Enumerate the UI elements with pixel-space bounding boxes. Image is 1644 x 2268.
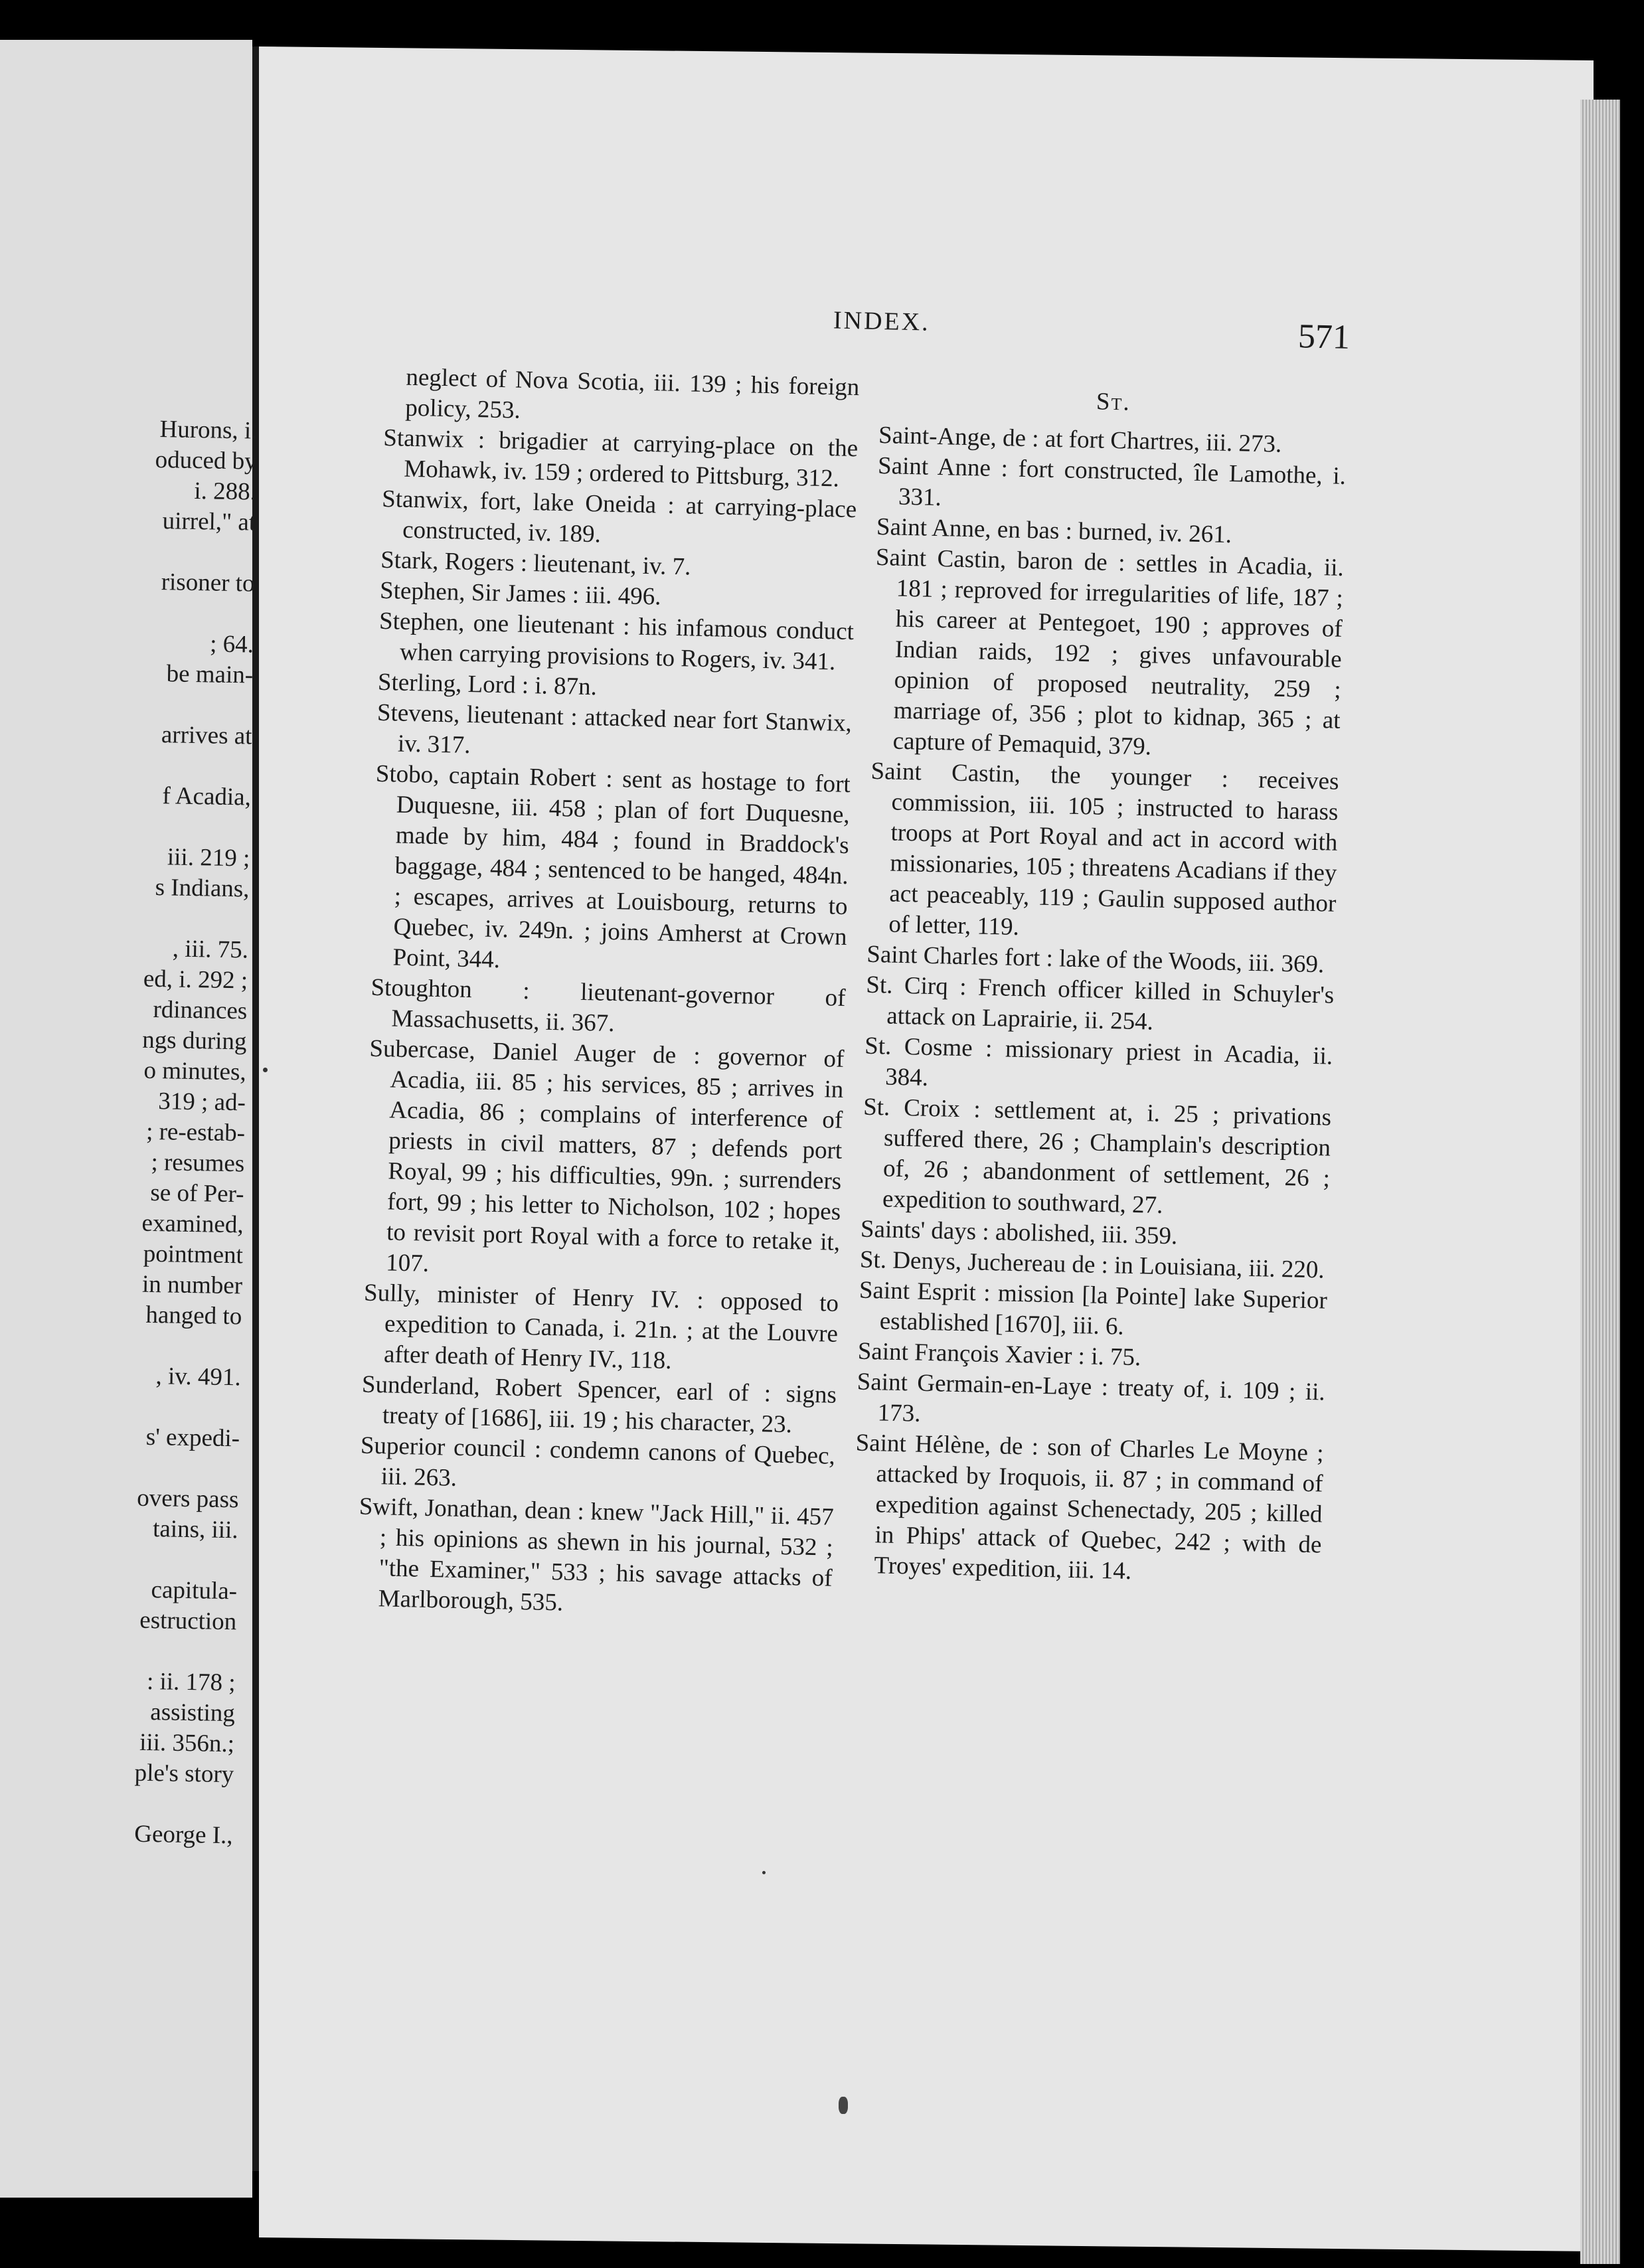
index-entry: Superior council : condemn canons of Quebec, iii. 263. bbox=[360, 1431, 836, 1492]
left-fragment-line: ; re-estab- bbox=[145, 1117, 246, 1147]
left-fragment-line: ed, i. 292 ; bbox=[143, 965, 248, 995]
index-entry: Saint Esprit : mission [la Pointe] lake Superior established [1670], iii. 6. bbox=[859, 1276, 1328, 1340]
left-fragment-line: uirrel," at bbox=[162, 507, 256, 536]
left-fragment-line: ngs during bbox=[141, 1026, 247, 1056]
left-fragment-line: rdinances bbox=[153, 996, 248, 1025]
left-page-text-fragment bbox=[0, 412, 258, 1851]
left-fragment-line: Hurons, i. bbox=[159, 416, 258, 445]
index-entry: Stobo, captain Robert : sent as hostage to fort Duquesne, iii. 458 ; plan of fort Duquesne, made by him, 484 ; found in Braddock's baggage, 484 ; sentenced to be hanged, 484n. ; escapes, arrives at Louisbourg, returns to Quebec, iv. 249n. ; joins Amherst at Crown Point, 344. bbox=[375, 760, 851, 974]
left-fragment-line bbox=[0, 687, 253, 722]
left-fragment-line: capitula- bbox=[151, 1576, 238, 1605]
index-entry: St. Cirq : French officer killed in Schuyler's attack on Laprairie, ii. 254. bbox=[865, 971, 1335, 1036]
page-number: 571 bbox=[1297, 317, 1351, 357]
left-fragment-line: George I., bbox=[133, 1820, 233, 1850]
index-entry: Stanwix, fort, lake Oneida : at carrying-place constructed, iv. 189. bbox=[381, 485, 857, 548]
left-fragment-line bbox=[0, 900, 249, 935]
left-fragment-line: se of Per- bbox=[150, 1178, 244, 1208]
index-entry: Stevens, lieutenant : attacked near fort Stanwix, iv. 317. bbox=[376, 698, 853, 760]
left-fragment-line: s Indians, bbox=[155, 874, 250, 903]
left-fragment-line bbox=[0, 1450, 240, 1485]
index-entry: neglect of Nova Scotia, iii. 139 ; his foreign policy, 253. bbox=[404, 363, 860, 424]
specks bbox=[762, 1871, 766, 1874]
left-fragment-line: overs pass bbox=[136, 1484, 239, 1514]
index-entry: Subercase, Daniel Auger de : governor of Acadia, iii. 85 ; his services, 85 ; arrives in Acadia, 86 ; complains of interference of priests in civil matters, 87 ; defends port Royal, 99 ; his difficulties, 99n. ; surrenders fort, 99 ; his letter to Nicholson, 102 ; hopes to revisit port Royal with a force to retake it, 107. bbox=[369, 1034, 845, 1277]
index-entry: Saint François Xavier : i. 75. bbox=[857, 1337, 1141, 1372]
index-column-middle bbox=[357, 362, 860, 1625]
left-fragment-line: f Acadia, bbox=[162, 782, 252, 811]
left-fragment-line: , iv. 491. bbox=[155, 1362, 242, 1392]
index-entry: Sunderland, Robert Spencer, earl of : signs treaty of [1686], iii. 19 ; his character, 23. bbox=[361, 1370, 837, 1439]
index-entry: Saint Castin, baron de : settles in Acadia, ii. 181 ; reproved for irregularities of life, 187 ; his career at Pentegoet, 190 ; approves of Indian raids, 192 ; gives unfavourable opinion of proposed neutrality, 259 ; marriage of, 356 ; plot to kidnap, 365 ; at capture of Pemaquid, 379. bbox=[875, 543, 1345, 761]
left-fragment-line bbox=[0, 1542, 238, 1577]
left-fragment-line: oduced by bbox=[155, 446, 258, 475]
left-fragment-line: in number bbox=[141, 1270, 243, 1300]
index-entry: Saint Anne, en bas : burned, iv. 261. bbox=[876, 513, 1232, 549]
left-fragment-line: risoner to bbox=[161, 568, 255, 598]
left-fragment-line bbox=[0, 1328, 242, 1363]
index-entries-st bbox=[853, 420, 1347, 1591]
left-fragment-line: ; 64. bbox=[209, 630, 254, 659]
left-fragment-line: : ii. 178 ; bbox=[146, 1668, 236, 1697]
left-fragment-line bbox=[0, 1633, 236, 1668]
index-entry: Saint Charles fort : lake of the Woods, iii. 369. bbox=[866, 940, 1325, 979]
index-entry: Swift, Jonathan, dean : knew "Jack Hill," ii. 457 ; his opinions as shewn in his journal, 532 ; "the Examiner," 533 ; his savage attacks of Marlborough, 535. bbox=[359, 1493, 835, 1617]
specks bbox=[263, 1068, 268, 1072]
left-fragment-line: , iii. 75. bbox=[172, 935, 249, 964]
index-entry: Stark, Rogers : lieutenant, iv. 7. bbox=[380, 546, 691, 581]
index-entry: Saint Germain-en-Laye : treaty of, i. 109 ; ii. 173. bbox=[857, 1368, 1326, 1427]
index-entry: St. Denys, Juchereau de : in Louisiana, iii. 220. bbox=[859, 1246, 1325, 1284]
specks bbox=[839, 2097, 848, 2114]
index-entry: St. Croix : settlement at, i. 25 ; privations suffered there, 26 ; Champlain's description of, 26 ; abandonment of settlement, 26 ; expedition to southward, 27. bbox=[863, 1093, 1332, 1219]
index-entry: Sully, minister of Henry IV. : opposed to expedition to Canada, i. 21n. ; at the Louvre after death of Henry IV., 118. bbox=[363, 1279, 839, 1375]
left-fragment-line: assisting bbox=[150, 1698, 236, 1728]
index-entry: Stanwix : brigadier at carrying-place on the Mohawk, iv. 159 ; ordered to Pittsburg, 312. bbox=[382, 424, 859, 493]
left-fragment-line: be main- bbox=[166, 660, 254, 689]
index-entry: Saint-Ange, de : at fort Chartres, iii. 273. bbox=[878, 421, 1282, 458]
left-fragment-line: pointment bbox=[143, 1240, 244, 1269]
left-fragment-line bbox=[0, 1786, 234, 1821]
left-fragment-line: i. 288. bbox=[194, 477, 257, 506]
left-fragment-line: 319 ; ad- bbox=[158, 1088, 246, 1117]
index-column-right bbox=[853, 382, 1348, 1591]
index-entry: Stoughton : lieutenant-governor of Massachusetts, ii. 367. bbox=[370, 973, 846, 1038]
index-entry: Saint Castin, the younger : receives commission, iii. 105 ; instructed to harass troops at Port Royal and act in accord with missionaries, 105 ; threatens Acadians if they act peaceably, 119 ; Gaulin supposed author of letter, 119. bbox=[870, 757, 1339, 941]
left-fragment-line bbox=[3, 534, 256, 569]
left-fragment-line: estruction bbox=[139, 1606, 237, 1636]
left-fragment-line: arrives at bbox=[161, 721, 252, 750]
left-fragment-line bbox=[0, 748, 252, 783]
index-entry: Saint Hélène, de : son of Charles Le Moyne ; attacked by Iroquois, ii. 87 ; in command of expedition against Schenectady, 205 ; killed in Phips' attack of Quebec, 242 ; with de Troyes' expedition, iii. 14. bbox=[855, 1429, 1325, 1585]
index-entry: Saints' days : abolished, iii. 359. bbox=[860, 1215, 1178, 1250]
left-fragment-line: s' expedi- bbox=[145, 1423, 240, 1453]
left-fragment-line: hanged to bbox=[145, 1301, 242, 1331]
index-entry: Stephen, one lieutenant : his infamous conduct when carrying provisions to Rogers, iv. 341. bbox=[378, 607, 855, 676]
left-fragment-line: ple's story bbox=[134, 1759, 234, 1789]
index-entry: Saint Anne : fort constructed, île Lamothe, i. 331. bbox=[877, 451, 1347, 512]
page-edges bbox=[1580, 100, 1620, 2264]
index-entry: Sterling, Lord : i. 87n. bbox=[377, 668, 598, 701]
left-fragment-line: examined, bbox=[141, 1209, 244, 1239]
left-fragment-line: o minutes, bbox=[143, 1056, 247, 1086]
left-fragment-line: iii. 219 ; bbox=[167, 843, 250, 872]
section-heading-st: St. bbox=[1096, 388, 1131, 416]
left-fragment-line: tains, iii. bbox=[152, 1515, 239, 1544]
index-entry: St. Cosme : missionary priest in Acadia, ii. 384. bbox=[864, 1032, 1333, 1092]
left-fragment-line bbox=[1, 595, 254, 630]
index-entry: Stephen, Sir James : iii. 496. bbox=[379, 576, 661, 611]
running-head: INDEX. bbox=[833, 306, 931, 337]
left-fragment-line: iii. 356n.; bbox=[139, 1728, 235, 1758]
left-fragment-line bbox=[0, 1389, 240, 1424]
left-fragment-line: ; resumes bbox=[151, 1149, 245, 1178]
left-fragment-line bbox=[0, 809, 251, 844]
